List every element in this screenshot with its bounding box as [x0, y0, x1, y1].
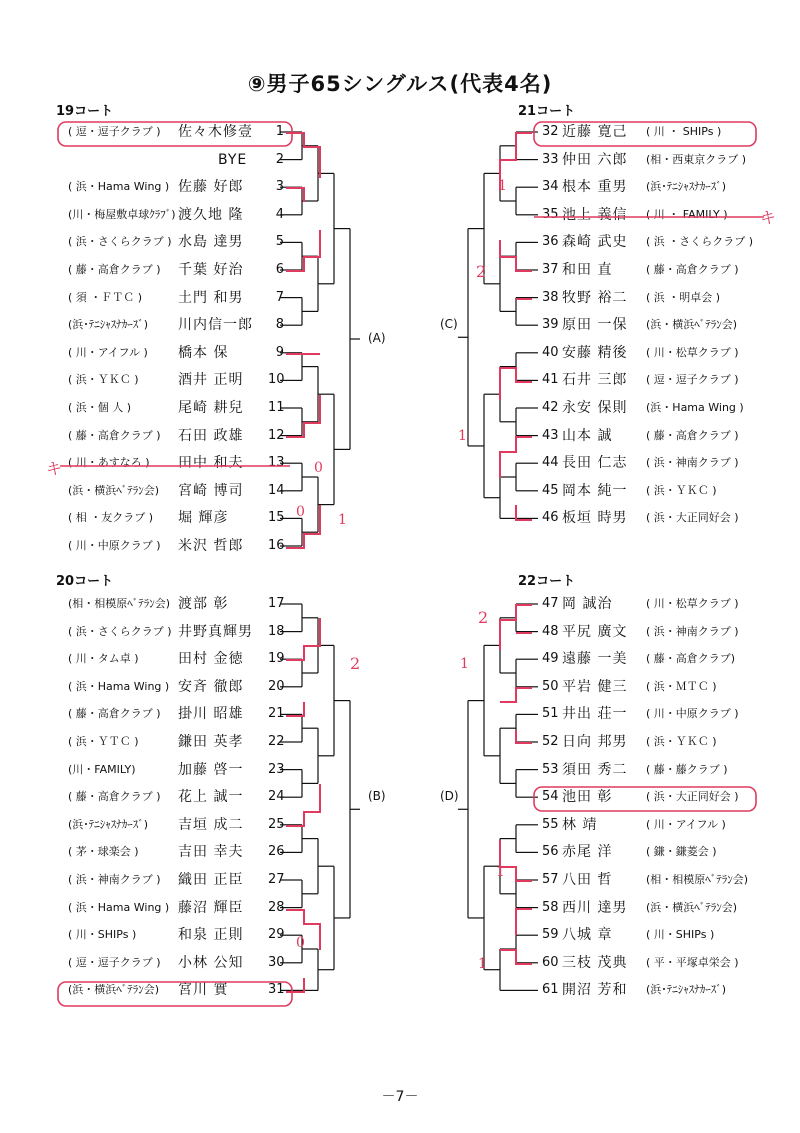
draw-number: 13 — [268, 455, 285, 471]
draw-number: 34 — [542, 179, 559, 195]
player-name: 八城 章 — [562, 927, 613, 944]
draw-number: 12 — [268, 427, 285, 443]
player-name: 田村 金徳 — [178, 651, 244, 668]
player-name: 岡 誠治 — [562, 596, 613, 612]
player-name: 牧野 裕二 — [562, 289, 628, 306]
draw-number: 17 — [268, 596, 285, 611]
player-club: (川・FAMILY) — [68, 762, 136, 776]
player-entry — [0, 426, 800, 446]
player-name: 土門 和男 — [178, 289, 244, 306]
player-club: ( 浜 ・さくらクラブ ) — [646, 235, 754, 249]
player-club: ( 浜・さくらクラブ ) — [68, 624, 172, 638]
player-club: ( 川・松草クラブ ) — [646, 345, 739, 359]
draw-number: 54 — [542, 789, 559, 805]
player-name: 尾崎 耕兒 — [178, 400, 244, 416]
draw-number: 20 — [268, 678, 285, 694]
player-name: 林 靖 — [562, 816, 598, 833]
block-label: (C) — [440, 317, 458, 332]
player-entry — [0, 508, 800, 528]
player-club: ( 浜・ＹＫＣ ) — [646, 735, 717, 748]
player-name: 井出 荘一 — [562, 706, 628, 723]
player-name: 米沢 哲郎 — [178, 538, 244, 554]
draw-number: 25 — [268, 816, 285, 832]
page-number: －7－ — [381, 1089, 419, 1105]
draw-number: 19 — [268, 651, 285, 667]
handwritten-score: 2 — [476, 262, 487, 281]
handwritten-score: 1 — [496, 864, 505, 880]
player-club: ( 川・あすなろ ) — [68, 456, 150, 470]
player-name: 井野真輝男 — [178, 623, 253, 640]
player-club: ( 藤・藤クラブ ) — [646, 762, 728, 776]
player-entry — [0, 594, 800, 614]
player-name: 仲田 六郎 — [562, 151, 628, 168]
player-entry — [0, 481, 800, 501]
player-club: ( 川・SHIPs ) — [68, 928, 137, 942]
handwritten-score: 2 — [350, 654, 361, 673]
player-club: ( 浜・個 人 ) — [68, 401, 132, 414]
player-club: ( 浜・神南クラブ ) — [68, 873, 161, 886]
draw-number: 44 — [542, 455, 559, 471]
player-name: 田中 和夫 — [178, 455, 244, 472]
draw-number: 26 — [268, 844, 285, 860]
player-club: (浜・横浜ﾍﾞﾃﾗﾝ会) — [68, 483, 160, 497]
draw-number: 53 — [542, 761, 559, 777]
player-name: 森崎 武史 — [562, 234, 628, 251]
player-entry — [0, 260, 800, 280]
draw-number: 49 — [542, 651, 559, 667]
draw-number: 51 — [542, 706, 559, 722]
player-name: 和泉 正則 — [178, 927, 244, 944]
player-name: 水島 達男 — [178, 234, 244, 251]
player-club: ( 川・中原クラブ ) — [646, 707, 739, 721]
player-name: 橋本 保 — [178, 344, 229, 361]
player-name: 小林 公知 — [178, 954, 244, 971]
player-club: ( 川・アイフル ) — [68, 345, 148, 359]
draw-number: 61 — [542, 982, 559, 998]
player-name: 近藤 寛己 — [562, 124, 628, 140]
draw-number: 59 — [542, 927, 559, 943]
player-club: ( 浜・さくらクラブ ) — [68, 235, 172, 249]
draw-number: 3 — [275, 179, 284, 195]
block-label: (A) — [368, 331, 386, 345]
draw-number: 60 — [542, 954, 559, 970]
draw-number: 22 — [268, 734, 285, 749]
draw-number: 15 — [268, 510, 285, 526]
draw-number: 47 — [542, 596, 559, 611]
draw-number: 5 — [275, 234, 284, 250]
player-entry — [0, 815, 800, 835]
handwritten-mark: キ — [760, 208, 777, 227]
player-entry — [0, 842, 800, 862]
draw-number: 2 — [275, 151, 284, 167]
player-club: ( 浜・Hama Wing ) — [68, 679, 170, 693]
player-club: ( 浜・大正同好会 ) — [646, 790, 739, 804]
player-name: 山本 誠 — [562, 427, 613, 444]
player-club: ( 逗・逗子クラブ ) — [68, 955, 161, 969]
draw-number: 7 — [275, 289, 284, 305]
player-club: ( 藤・高倉クラブ ) — [646, 263, 739, 276]
player-club: ( 浜・ＹＫＣ ) — [646, 483, 717, 497]
player-name: 宮崎 博司 — [178, 482, 244, 499]
player-entry — [0, 677, 800, 697]
player-entry — [0, 453, 800, 473]
draw-number: 36 — [542, 234, 559, 250]
draw-number: 9 — [275, 344, 284, 360]
draw-number: 37 — [542, 262, 559, 277]
player-entry — [0, 870, 800, 890]
player-entry — [0, 343, 800, 363]
player-club: ( 浜・神南クラブ ) — [646, 624, 739, 638]
player-name: 和田 直 — [562, 262, 613, 278]
handwritten-mark: キ — [46, 459, 63, 478]
player-entry — [0, 398, 800, 418]
handwritten-score: 1 — [498, 178, 507, 194]
player-name: 織田 正臣 — [178, 872, 244, 888]
draw-number: 18 — [268, 623, 285, 639]
player-name: 岡本 純一 — [562, 482, 628, 499]
player-club: (浜・横浜ﾍﾞﾃﾗﾝ会) — [68, 983, 160, 997]
player-name: 掛川 昭雄 — [178, 706, 244, 723]
draw-number: 31 — [268, 982, 285, 998]
draw-number: 28 — [268, 899, 285, 915]
player-club: ( 浜・Hama Wing ) — [68, 180, 170, 194]
player-club: (相・相模原ﾍﾞﾃﾗﾝ会) — [68, 597, 171, 610]
player-club: ( 川・松草クラブ ) — [646, 597, 739, 610]
draw-number: 40 — [542, 344, 559, 360]
court-label: 19コート — [56, 104, 114, 119]
player-entry — [0, 315, 800, 335]
draw-number: 29 — [268, 927, 285, 943]
player-entry — [0, 622, 800, 642]
player-name: 長田 仁志 — [562, 455, 628, 472]
player-club: ( 川・タム卓 ) — [68, 652, 139, 666]
player-club: ( 須 ・ＦＴＣ ) — [68, 290, 143, 304]
draw-number: 39 — [542, 317, 559, 333]
player-club: ( 浜・ＭＴＣ ) — [646, 679, 717, 693]
player-club: ( 浜・大正同好会 ) — [646, 511, 739, 525]
player-club: ( 相 ・友クラブ ) — [68, 511, 154, 525]
draw-number: 23 — [268, 761, 285, 777]
player-name: 安藤 精後 — [562, 344, 628, 361]
player-name: 加藤 啓一 — [178, 761, 244, 778]
player-name: 池上 義信 — [562, 206, 628, 223]
player-entry — [0, 177, 800, 197]
draw-number: 27 — [268, 872, 285, 887]
player-name: 佐々木修壹 — [178, 124, 253, 140]
player-entry — [0, 205, 800, 225]
player-name: 板垣 時男 — [562, 510, 628, 527]
player-club: ( 藤・高倉クラブ ) — [68, 428, 161, 442]
player-name: 遠藤 一美 — [562, 651, 628, 668]
player-name: 鎌田 英孝 — [178, 734, 244, 750]
player-club: (浜・横浜ﾍﾞﾃﾗﾝ会) — [646, 318, 738, 332]
player-name: 日向 邦男 — [562, 734, 628, 750]
player-name: 池田 彰 — [562, 789, 613, 806]
player-entry — [0, 536, 800, 556]
player-name: 赤尾 洋 — [562, 844, 613, 861]
draw-number: 43 — [542, 427, 559, 443]
draw-number: 50 — [542, 678, 559, 694]
player-entry — [0, 760, 800, 780]
court-label: 20コート — [56, 574, 114, 589]
handwritten-score: 1 — [338, 512, 347, 528]
player-club: ( 藤・高倉クラブ ) — [646, 428, 739, 442]
player-name: 川内信一郎 — [178, 317, 253, 334]
player-club: ( 浜・ＹＴＣ ) — [68, 735, 139, 748]
player-name: 藤沼 輝臣 — [178, 899, 244, 916]
player-name: 平岩 健三 — [562, 678, 628, 695]
player-name: 渡部 彰 — [178, 596, 229, 612]
player-entry — [0, 898, 800, 918]
handwritten-score: 0 — [296, 504, 305, 520]
player-club: ( 浜 ・明卓会 ) — [646, 290, 721, 304]
player-name: 石田 政雄 — [178, 427, 244, 444]
handwritten-score: 1 — [478, 956, 487, 972]
draw-number: 58 — [542, 899, 559, 915]
draw-number: 33 — [542, 151, 559, 167]
draw-number: 4 — [275, 206, 284, 222]
player-name: 佐藤 好郎 — [178, 179, 244, 196]
player-club: (浜･ﾃﾆｼｬｽﾅｶｰｽﾞ) — [646, 180, 727, 194]
draw-number: 35 — [542, 206, 559, 222]
player-entry — [0, 232, 800, 252]
player-entry — [0, 649, 800, 669]
player-club: (浜・Hama Wing ) — [646, 401, 744, 414]
draw-number: 41 — [542, 372, 559, 388]
player-club: ( 川・SHIPs ) — [646, 928, 715, 942]
player-club: (相・西東京クラブ ) — [646, 152, 747, 166]
player-entry — [0, 150, 800, 170]
player-club: (川・梅屋敷卓球ｸﾗﾌﾞ) — [68, 207, 176, 221]
draw-number: 38 — [542, 289, 559, 305]
player-name: 永安 保則 — [562, 400, 628, 416]
player-club: (浜･ﾃﾆｼｬｽﾅｶｰｽﾞ) — [68, 318, 149, 332]
player-name: 開沼 芳和 — [562, 982, 628, 999]
block-label: (B) — [368, 789, 386, 804]
court-label: 21コート — [518, 104, 576, 119]
player-name: 西川 達男 — [562, 899, 628, 916]
player-club: ( 藤・高倉クラブ ) — [68, 707, 161, 721]
player-name: 宮川 實 — [178, 982, 229, 999]
draw-number: 6 — [275, 262, 284, 277]
player-entry — [0, 953, 800, 973]
player-entry — [0, 122, 800, 142]
player-name: 須田 秀二 — [562, 761, 628, 778]
page-title: ⑨男子65シングルス(代表4名) — [247, 72, 553, 96]
handwritten-score: 1 — [458, 428, 467, 444]
draw-number: 1 — [275, 124, 284, 139]
player-club: (浜･ﾃﾆｼｬｽﾅｶｰｽﾞ) — [646, 983, 727, 997]
draw-number: 14 — [268, 482, 285, 498]
draw-number: 10 — [268, 372, 285, 388]
player-name: 三枝 茂典 — [562, 954, 628, 971]
draw-number: 55 — [542, 816, 559, 832]
player-club: (浜･ﾃﾆｼｬｽﾅｶｰｽﾞ) — [68, 817, 149, 831]
player-name: 酒井 正明 — [178, 372, 244, 389]
player-name: 八田 哲 — [562, 872, 613, 888]
player-name: 堀 輝彦 — [178, 510, 229, 527]
draw-number: 24 — [268, 789, 285, 805]
player-club: ( 浜・ＹＫＣ ) — [68, 373, 139, 387]
draw-number: 30 — [268, 954, 285, 970]
draw-number: 45 — [542, 482, 559, 498]
player-club: ( 藤・高倉クラブ ) — [68, 790, 161, 804]
player-club: ( 川・アイフル ) — [646, 817, 726, 831]
draw-number: 46 — [542, 510, 559, 526]
player-entry — [0, 370, 800, 390]
player-club: (相・相模原ﾍﾞﾃﾗﾝ会) — [646, 873, 749, 886]
player-entry — [0, 288, 800, 308]
player-club: ( 茅・球楽会 ) — [68, 845, 139, 859]
draw-number: 52 — [542, 734, 559, 749]
player-club: ( 浜・神南クラブ ) — [646, 456, 739, 470]
block-label: (D) — [440, 789, 459, 804]
court-label: 22コート — [518, 574, 576, 589]
handwritten-score: 1 — [460, 656, 469, 672]
player-club: ( 川 ・ FAMILY ) — [646, 207, 728, 221]
handwritten-score: 2 — [478, 608, 489, 627]
draw-number: 11 — [268, 400, 285, 415]
draw-number: 48 — [542, 623, 559, 639]
draw-number: 32 — [542, 124, 559, 139]
draw-number: 56 — [542, 844, 559, 860]
player-club: ( 鎌・鎌菱会 ) — [646, 845, 717, 859]
player-club: (浜・横浜ﾍﾞﾃﾗﾝ会) — [646, 900, 738, 914]
player-name: 千葉 好治 — [178, 262, 244, 278]
player-club: ( 藤・高倉クラブ ) — [68, 263, 161, 276]
player-club: ( 川 ・ SHIPs ) — [646, 125, 722, 138]
player-name: 安斉 徹郎 — [178, 678, 244, 695]
player-name: 平尻 廣文 — [562, 623, 628, 640]
player-name: 花上 誠一 — [178, 789, 244, 806]
player-club: ( 川・中原クラブ ) — [68, 539, 161, 552]
player-name: 石井 三郎 — [562, 372, 628, 389]
player-club: ( 逗・逗子クラブ ) — [68, 125, 161, 138]
player-entry — [0, 704, 800, 724]
player-club: ( 浜・Hama Wing ) — [68, 900, 170, 914]
player-club: ( 藤・高倉クラブ) — [646, 652, 736, 666]
player-entry — [0, 980, 800, 1000]
player-name: 原田 一保 — [562, 317, 628, 334]
player-name: 根本 重男 — [562, 179, 628, 196]
player-entry — [0, 925, 800, 945]
player-name: 吉垣 成二 — [178, 816, 244, 833]
player-club: ( 平・平塚卓栄会 ) — [646, 955, 739, 969]
handwritten-score: 0 — [296, 935, 305, 951]
handwritten-score: 0 — [314, 460, 323, 476]
draw-number: 16 — [268, 538, 285, 553]
player-club: ( 逗・逗子クラブ ) — [646, 373, 739, 387]
player-entry — [0, 732, 800, 752]
player-name: BYE — [218, 151, 248, 168]
draw-number: 57 — [542, 872, 559, 887]
draw-number: 21 — [268, 706, 285, 722]
player-entry — [0, 787, 800, 807]
draw-number: 8 — [275, 317, 284, 333]
draw-number: 42 — [542, 400, 559, 415]
player-name: 吉田 幸夫 — [178, 844, 244, 861]
player-name: 渡久地 隆 — [178, 206, 244, 223]
